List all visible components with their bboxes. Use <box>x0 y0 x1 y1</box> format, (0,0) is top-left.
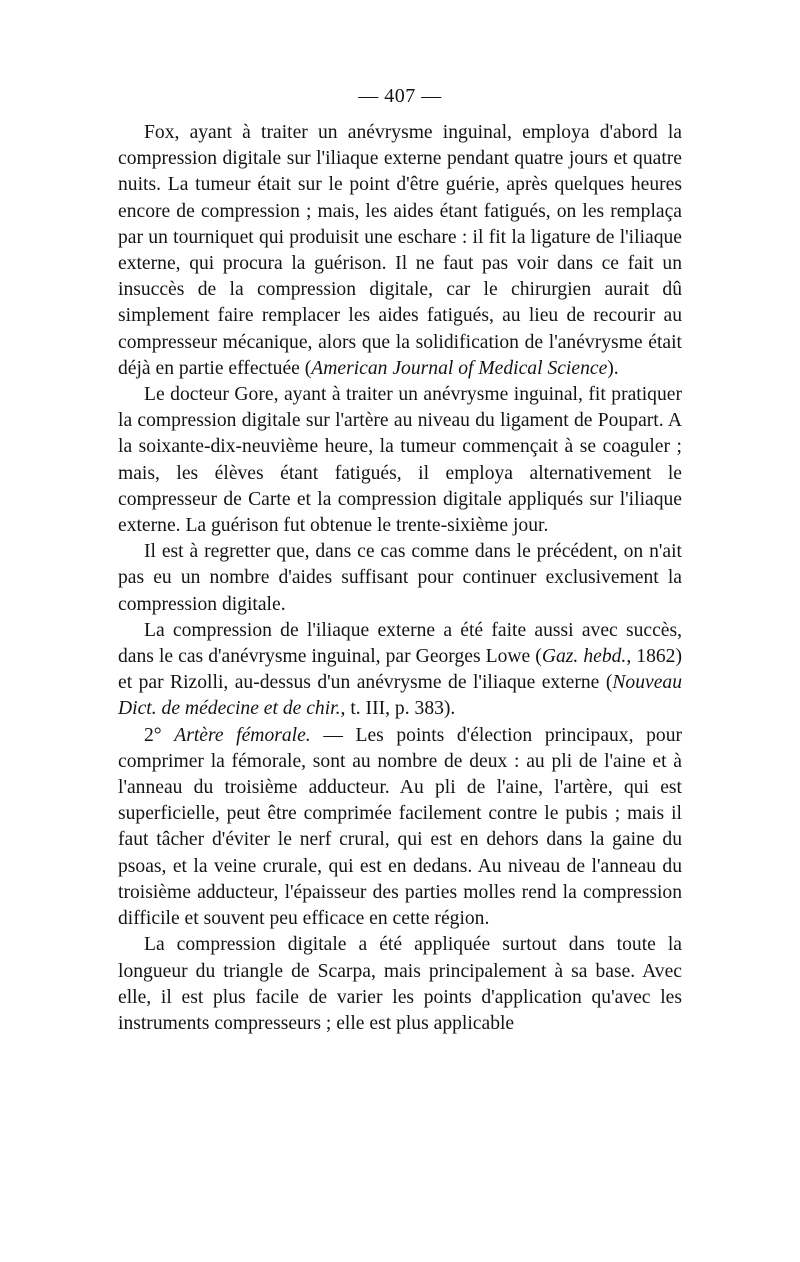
text-run: La compression de l'iliaque externe a été faite aussi avec succès, dans le cas d'anévrysme inguinal, par Georges Lowe ( <box>118 619 682 668</box>
body-text <box>118 120 682 1037</box>
text-run: ). <box>607 357 619 379</box>
paragraph <box>118 932 682 1037</box>
italic-text: American Journal of Medical Science <box>311 357 608 379</box>
text-run: , t. III, p. 383). <box>340 698 456 720</box>
italic-text: Artère fémorale. <box>174 724 311 746</box>
paragraph <box>118 120 682 382</box>
paragraph <box>118 539 682 618</box>
italic-text: Gaz. hebd. <box>541 646 627 668</box>
paragraph <box>118 382 682 539</box>
paragraph <box>118 618 682 723</box>
text-run: Il est à regretter que, dans ce cas comme dans le précédent, on n'ait pas eu un nombre d'aides suffisant pour continuer exclusivement la compression digitale. <box>118 541 682 615</box>
text-run: — Les points d'élection principaux, pour comprimer la fémorale, sont au nombre de deux : au pli de l'aine et à l'anneau du troisième adducteur. Au pli de l'aine, l'artère, qui est superficielle, peut être comprimée facilement contre le pubis ; mais il faut tâcher d'éviter le nerf crural, qui est en dehors dans la gaine du psoas, et la veine crurale, qui est en dedans. Au niveau de l'anneau du troisième adducteur, l'épaisseur des parties molles rend la compression difficile et souvent peu efficace en cette région. <box>118 724 683 930</box>
text-run: , 1862) et par Rizolli, au-dessus d'un anévrysme de l'iliaque externe ( <box>118 646 682 694</box>
text-run: La compression digitale a été appliquée surtout dans toute la longueur du triangle de Scarpa, mais principalement à sa base. Avec elle, il est plus facile de varier les points d'application qu'avec les instruments compresseurs ; elle est plus applicable <box>118 934 682 1034</box>
text-run: 2° <box>144 724 175 746</box>
italic-text: Nouveau Dict. de médecine et de chir. <box>118 672 682 720</box>
page-number: — 407 — <box>358 85 442 107</box>
text-run: Le docteur Gore, ayant à traiter un anévrysme inguinal, fit pratiquer la compression digitale sur l'artère au niveau du ligament de Poupart. A la soixante-dix-neuvième heure, la tumeur commençait à se coaguler ; mais, les élèves étant fatigués, il employa alternativement le compresseur de Carte et la compression digitale appliqués sur l'iliaque externe. La guérison fut obtenue le trente-sixième jour. <box>118 384 682 537</box>
text-run: Fox, ayant à traiter un anévrysme inguinal, employa d'abord la compression digitale sur l'iliaque externe pendant quatre jours et quatre nuits. La tumeur était sur le point d'être guérie, après quelques heures encore de compression ; mais, les aides étant fatigués, on les remplaça par un tourniquet qui produisit une eschare : il fit la ligature de l'iliaque externe, qui procura la guérison. Il ne faut pas voir dans ce fait un insuccès de la compression digitale, car le chirurgien aurait dû simplement faire remplacer les aides fatigués, au lieu de recourir au compresseur mécanique, alors que la solidification de l'anévrysme était déjà en partie effectuée ( <box>118 122 682 379</box>
paragraph <box>118 723 682 933</box>
